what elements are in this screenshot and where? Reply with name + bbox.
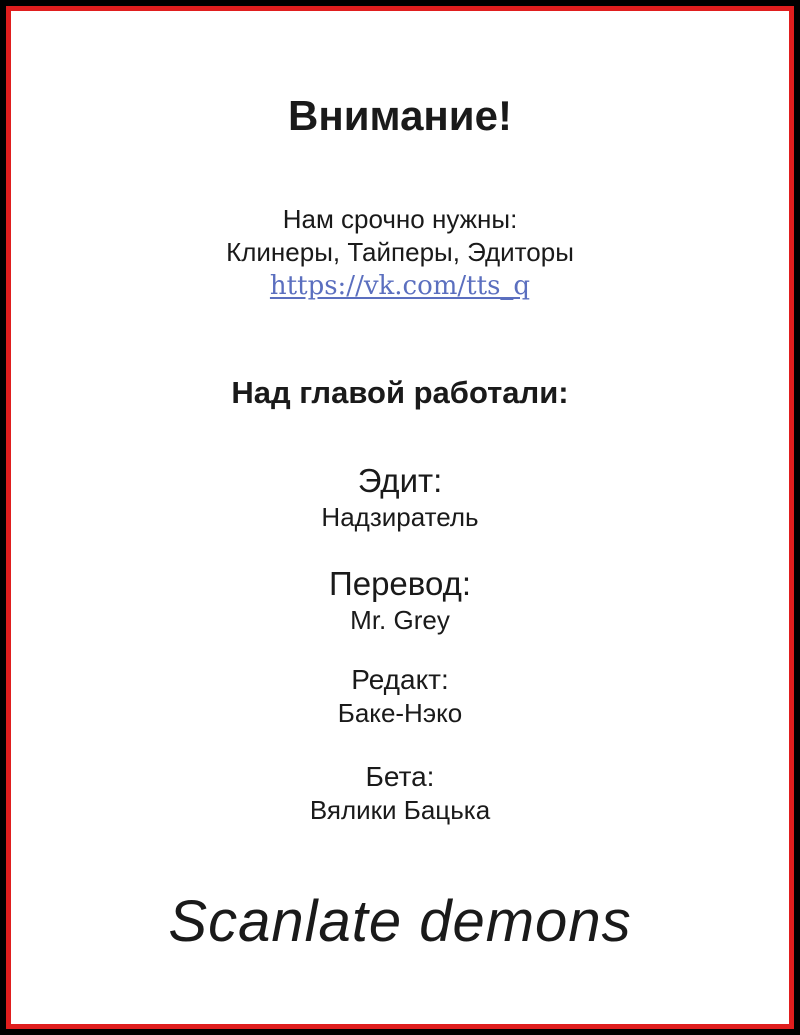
recruitment-link[interactable]: https://vk.com/tts_q [269,271,531,301]
role-name: Надзиратель [321,501,479,532]
credits-page [11,11,789,1024]
credit-edit [11,461,789,533]
role-name: Баке-Нэко [337,697,463,728]
credit-redaction [11,663,789,729]
recruitment-notice [11,203,789,303]
team-signature: Scanlate demons [168,889,632,954]
credit-beta [11,760,789,826]
credit-translation [11,564,789,636]
page-title: Внимание! [288,92,512,139]
role-title: Бета: [365,761,435,792]
role-title: Редакт: [351,664,449,695]
notice-line-1: Нам срочно нужны: [282,204,518,234]
role-name: Вялики Бацька [309,794,491,825]
role-title: Эдит: [357,462,443,499]
role-title: Перевод: [329,565,471,602]
credits-heading: Над главой работали: [231,375,569,410]
page-frame [6,6,794,1029]
notice-line-2: Клинеры, Тайперы, Эдиторы [226,237,574,267]
role-name: Mr. Grey [350,604,450,635]
